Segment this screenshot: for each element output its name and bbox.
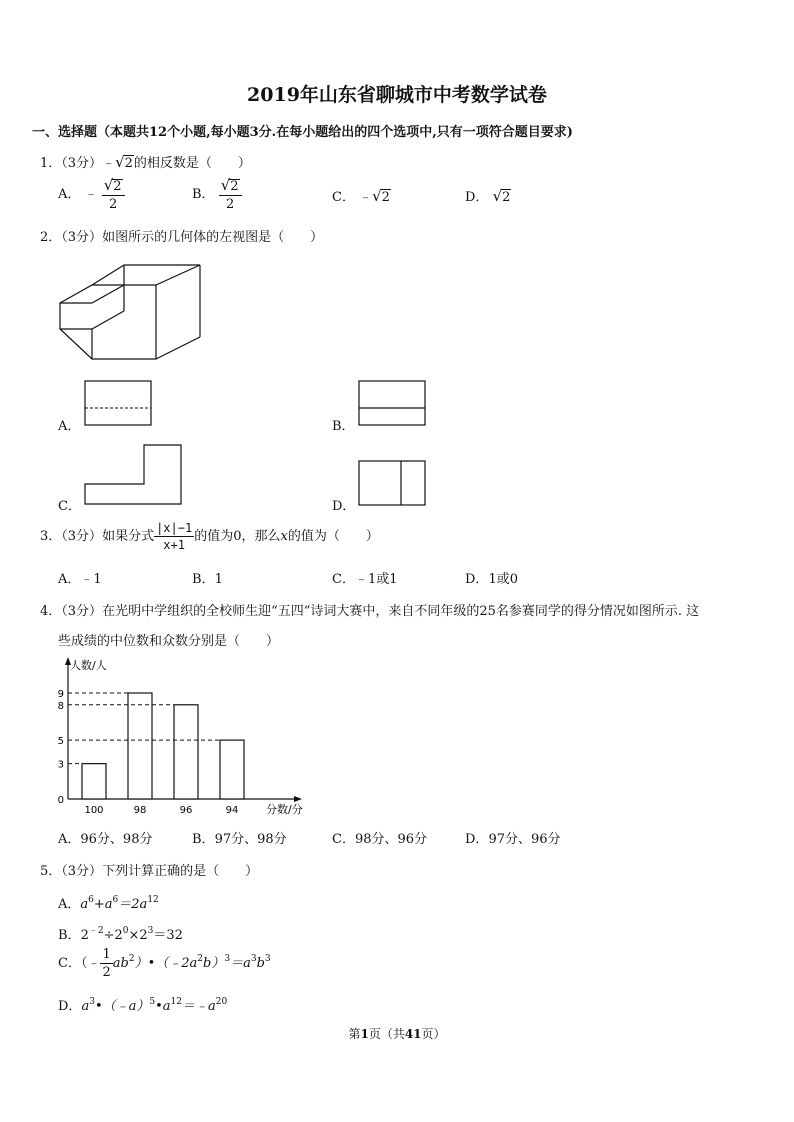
q3-option-b-text: 1 xyxy=(214,572,223,587)
q5-option-d-label: D． xyxy=(58,999,82,1014)
q1-option-b-radicand: 2 xyxy=(230,179,239,194)
solid-edge xyxy=(156,265,200,285)
q1-option-d-label: D． xyxy=(465,190,489,205)
q2-option-c-label: C． xyxy=(58,499,81,514)
q4-option-b-label: B． xyxy=(192,832,215,847)
q4-option-a-text: 96分、98分 xyxy=(80,832,153,847)
q4-option-d-text: 97分、96分 xyxy=(488,832,561,847)
footer-total-pages: 41 xyxy=(404,1027,422,1041)
q3-variable: x xyxy=(280,529,288,544)
q5-d-term: a xyxy=(81,999,90,1014)
q5-a-term: a xyxy=(80,897,89,912)
sqrt-symbol: √ xyxy=(103,176,114,194)
q3-option-d-text: 1或0 xyxy=(488,572,518,587)
q3-option-a-text: ﹣1 xyxy=(80,572,102,587)
bar-98 xyxy=(128,693,152,799)
solid-edge xyxy=(156,337,200,359)
solid-edge xyxy=(92,311,124,329)
footer-post: 页） xyxy=(421,1027,446,1041)
q5-b-exp: ﹣2 xyxy=(88,926,104,936)
q1-option-d-radicand: 2 xyxy=(502,190,511,205)
page-footer xyxy=(0,1025,794,1042)
q5-a-exp: 6 xyxy=(88,895,94,905)
q5-b-term: ＝32 xyxy=(153,928,183,943)
q4-option-d-label: D． xyxy=(465,832,489,847)
y-tick-label-3: 3 xyxy=(57,759,64,771)
question-1 xyxy=(40,152,251,171)
q4-score: （3分） xyxy=(61,604,103,619)
q3-option-a-label: A． xyxy=(58,572,81,587)
q4-option-c-text: 98分、96分 xyxy=(354,832,428,847)
x-tick-label-96: 96 xyxy=(179,805,193,816)
q2-option-a-label: A． xyxy=(58,419,81,434)
q5-option-d xyxy=(58,995,227,1014)
q5-text: 下列计算正确的是（ ） xyxy=(102,864,259,879)
q5-c-numerator: 1 xyxy=(102,947,111,962)
q1-option-b-fraction xyxy=(219,178,242,211)
q5-option-a xyxy=(58,893,159,912)
q3-option-d-label: D． xyxy=(465,572,489,587)
y-tick-label-9: 9 xyxy=(57,689,64,700)
q3-fraction-numerator: |x|−1 xyxy=(156,521,193,535)
q5-c-term: ＝a xyxy=(230,956,251,971)
q3-option-c-label: C． xyxy=(332,572,355,587)
q5-score: （3分） xyxy=(61,864,103,879)
x-tick-label-98: 98 xyxy=(133,805,147,816)
q3-score: （3分） xyxy=(61,529,103,544)
section-heading: 一、选择题（本题共12个小题,每小题3分.在每小题给出的四个选项中,只有一项符合题目要求) xyxy=(32,125,573,140)
q1-option-c-radicand: 2 xyxy=(381,190,390,205)
question-3 xyxy=(40,522,379,551)
q5-b-term: ÷2 xyxy=(103,928,123,943)
q5-c-exp: 3 xyxy=(250,954,257,964)
q1-option-a-radicand: 2 xyxy=(113,179,122,194)
sqrt-symbol: √ xyxy=(372,187,382,205)
q1-option-a-label: A． xyxy=(58,187,81,202)
q4-option-c xyxy=(332,828,427,847)
q4-line2: 些成绩的中位数和众数分别是（ ） xyxy=(58,634,280,649)
q5-d-exp: 12 xyxy=(170,997,182,1007)
q1-option-a xyxy=(58,178,125,211)
q5-c-term: ab xyxy=(112,956,129,971)
q1-option-c-sign: ﹣ xyxy=(359,190,373,205)
q1-radicand: 2 xyxy=(124,156,133,171)
q2-option-c-figure xyxy=(84,444,184,506)
q5-b-term: ×2 xyxy=(128,928,148,943)
score-bar-chart xyxy=(48,655,318,820)
q3-fraction xyxy=(154,522,194,551)
q1-text: 的相反数是（ ） xyxy=(133,156,251,171)
q1-option-d xyxy=(465,186,511,205)
footer-page-number: 1 xyxy=(360,1027,369,1041)
q5-c-term: （﹣ xyxy=(80,956,101,971)
q5-d-exp: 20 xyxy=(215,997,228,1007)
q5-option-b xyxy=(58,923,183,943)
q2-option-a-figure xyxy=(84,380,152,426)
q5-a-term: ＝2a xyxy=(118,897,148,912)
footer-mid: 页（共 xyxy=(368,1027,405,1041)
q4-number: 4． xyxy=(40,604,62,619)
q3-post2: 的值为（ ） xyxy=(287,529,379,544)
q1-option-a-fraction xyxy=(102,178,125,211)
q5-b-exp: 3 xyxy=(147,926,154,936)
q3-number: 3． xyxy=(40,529,62,544)
q5-c-term: b xyxy=(256,956,265,971)
q2-option-b-figure xyxy=(358,380,426,426)
q1-option-b xyxy=(192,178,242,211)
q5-c-exp: 3 xyxy=(224,954,231,964)
x-tick-label-100: 100 xyxy=(84,805,104,816)
q3-option-a xyxy=(58,568,102,587)
page-title: 2019年山东省聊城市中考数学试卷 xyxy=(247,84,547,106)
y-tick-label-5: 5 xyxy=(57,736,64,748)
q3-option-c xyxy=(332,568,398,587)
q5-d-term: ＝﹣a xyxy=(181,999,216,1014)
q5-option-c-label: C． xyxy=(58,956,81,971)
bar-96 xyxy=(174,705,198,799)
x-tick-label-94: 94 xyxy=(225,805,239,816)
q3-option-d xyxy=(465,568,518,587)
q5-c-term: ）•（﹣2a xyxy=(134,956,198,971)
q1-option-a-denominator: 2 xyxy=(108,197,118,212)
q3-option-b-label: B． xyxy=(192,572,215,587)
q2-text: 如图所示的几何体的左视图是（ ） xyxy=(102,230,324,245)
q4-option-b xyxy=(192,828,287,847)
q3-option-b xyxy=(192,568,223,587)
q5-number: 5． xyxy=(40,864,62,879)
y-axis-label: 人数/人 xyxy=(70,659,107,672)
q5-option-a-label: A． xyxy=(58,897,81,912)
q2-number: 2． xyxy=(40,230,62,245)
q5-b-exp: 0 xyxy=(122,926,129,936)
q5-d-exp: 3 xyxy=(89,997,95,1007)
q2-option-b-label: B． xyxy=(332,419,355,434)
q3-option-c-text: ﹣1或1 xyxy=(354,572,398,587)
q1-minus: ﹣ xyxy=(102,156,116,171)
q4-option-b-text: 97分、98分 xyxy=(214,832,287,847)
sqrt-symbol: √ xyxy=(115,153,125,171)
q5-a-exp: 12 xyxy=(147,895,159,905)
q5-b-term: 2 xyxy=(80,928,89,943)
q5-a-term: +a xyxy=(93,897,113,912)
q5-c-term: b） xyxy=(203,956,225,971)
geometry-solid-figure xyxy=(50,255,210,365)
bar-94 xyxy=(220,740,244,799)
question-5 xyxy=(40,860,258,879)
q5-d-exp: 5 xyxy=(149,997,156,1007)
question-4 xyxy=(40,600,699,619)
q5-c-fraction xyxy=(100,948,112,979)
q3-fraction-denominator: x+1 xyxy=(163,538,185,552)
question-2 xyxy=(40,226,323,245)
q4-option-a-label: A． xyxy=(58,832,81,847)
q1-option-c-label: C． xyxy=(332,190,355,205)
solid-outline-left xyxy=(60,285,156,359)
solid-edge xyxy=(92,285,124,303)
sqrt-symbol: √ xyxy=(492,187,503,205)
q4-option-d xyxy=(465,828,561,847)
footer-pre: 第 xyxy=(348,1027,361,1041)
q5-c-denominator: 2 xyxy=(102,965,111,980)
q4-option-a xyxy=(58,828,152,847)
q1-option-c xyxy=(332,186,391,205)
q2-score: （3分） xyxy=(61,230,103,245)
q3-post: 的值为0，那么 xyxy=(194,529,281,544)
q4-option-c-label: C． xyxy=(332,832,355,847)
sqrt-symbol: √ xyxy=(220,176,231,194)
q5-option-b-label: B． xyxy=(58,928,81,943)
q3-pre: 如果分式 xyxy=(102,529,155,544)
q5-d-term: •a xyxy=(155,999,171,1014)
y-tick-label-8: 8 xyxy=(57,700,64,712)
solid-edge xyxy=(92,265,124,285)
y-tick-label-0: 0 xyxy=(57,795,64,806)
q5-c-exp: 2 xyxy=(197,954,203,964)
q5-d-term: •（﹣a） xyxy=(94,999,150,1014)
q2-option-d-label: D． xyxy=(332,499,356,514)
q5-a-exp: 6 xyxy=(112,895,119,905)
q1-option-a-sign: ﹣ xyxy=(84,187,98,202)
q4-line1: 在光明中学组织的全校师生迎“五四”诗词大赛中，来自不同年级的25名参赛同学的得分情况如图所示. 这 xyxy=(102,604,700,619)
x-axis-arrow xyxy=(294,796,302,802)
x-axis-label: 分数/分 xyxy=(266,803,303,816)
q5-option-c xyxy=(58,948,271,979)
q1-option-b-denominator: 2 xyxy=(225,197,235,212)
q1-option-b-label: B． xyxy=(192,187,215,202)
q1-score: （3分） xyxy=(61,156,103,171)
q5-c-exp: 3 xyxy=(264,954,271,964)
bar-100 xyxy=(82,764,106,799)
q2-option-d-figure xyxy=(358,460,426,506)
q5-c-exp: 2 xyxy=(128,954,135,964)
q1-number: 1． xyxy=(40,156,62,171)
